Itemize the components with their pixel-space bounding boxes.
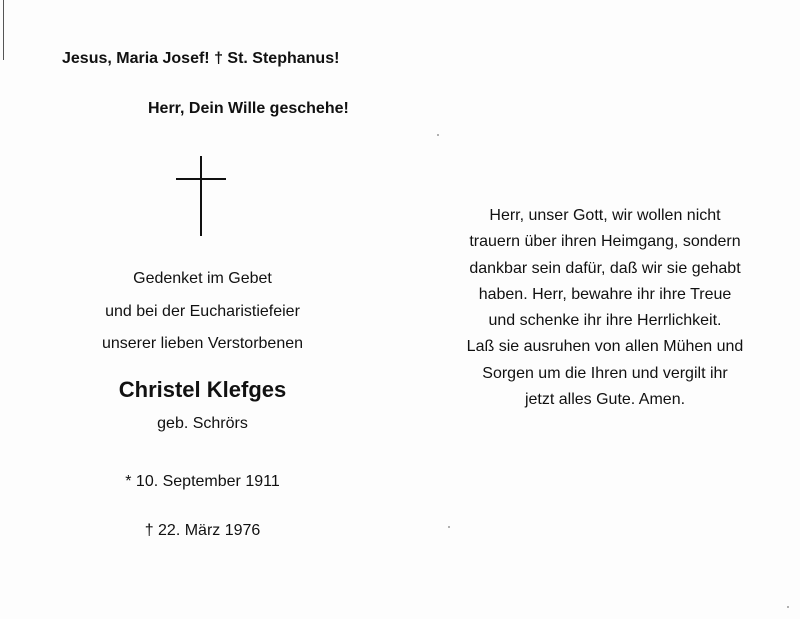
scan-speck (787, 606, 789, 608)
remember-line-2: und bei der Eucharistiefeier (105, 303, 300, 320)
long-prayer-line: und schenke ihr ihre Herrlichkeit. (488, 312, 722, 330)
long-prayer-line: Sorgen um die Ihren und vergilt ihr (482, 364, 728, 382)
maiden-name: geb. Schrörs (157, 415, 248, 432)
invocation-line: Jesus, Maria Josef! † St. Stephanus! (62, 50, 340, 67)
death-date: † 22. März 1976 (144, 522, 261, 539)
scan-speck (437, 134, 439, 136)
remember-line-3: unserer lieben Verstorbenen (101, 335, 304, 352)
long-prayer-line: dankbar sein dafür, daß wir sie gehabt (469, 259, 741, 277)
long-prayer (420, 203, 790, 413)
remember-line-1: Gedenket im Gebet (133, 270, 272, 287)
long-prayer-line: Herr, unser Gott, wir wollen nicht (489, 207, 721, 224)
short-prayer-line: Herr, Dein Wille geschehe! (148, 100, 349, 117)
long-prayer-line: haben. Herr, bewahre ihr ihre Treue (478, 285, 732, 303)
scan-speck (448, 526, 450, 528)
long-prayer-line: jetzt alles Gute. Amen. (524, 391, 686, 409)
long-prayer-line: trauern über ihren Heimgang, sondern (469, 233, 741, 251)
long-prayer-line: Laß sie ausruhen von allen Mühen und (466, 338, 744, 356)
birth-date: * 10. September 1911 (125, 473, 280, 490)
cross-vertical-bar (200, 156, 202, 236)
cross-horizontal-bar (176, 178, 226, 180)
scan-edge-line (3, 0, 4, 60)
latin-cross-icon (176, 156, 226, 236)
deceased-name: Christel Klefges (118, 377, 287, 402)
